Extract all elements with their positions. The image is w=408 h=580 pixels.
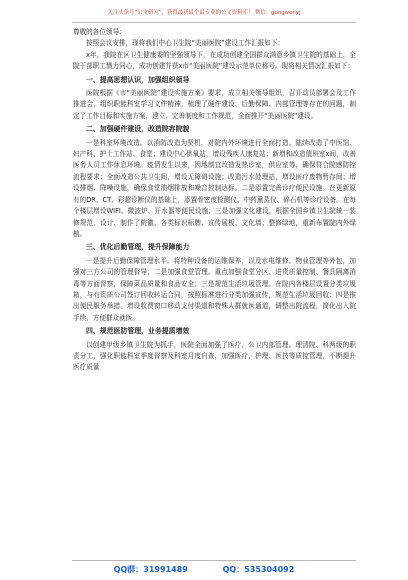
section-3-paragraph: 一是提升后勤保障管理水平。将特种设备的运维保养，以及水电维修、物业管理等外包，加强对三方公司的管理督导；二是加强食堂管理。重点加强食堂分区、进货质量控制、餐具隔离消毒等方面督察，保障菜品质量和食品安全；三是规范生活垃圾管理。在院内各楼层设置分类垃圾箱，与有资质公司签订回收转运合同，按照标准进行分类加强宣传，规范生活垃圾回收；四是推出便民服务举措。增设收费窗口移动支付渠道和特殊人群就医通道，调整出院流程，简化出入院手续，方便群众就医。 — [73, 256, 356, 322]
section-heading-1: 一、提高思想认识，加强组织领导 — [86, 75, 190, 84]
salutation: 尊敬的各位领导： — [73, 28, 126, 36]
background-paragraph: x年，我院在区卫生健康委的坚强领导下，在成功创建全国群众满意乡镇卫生院的基础上，全院干部职工戮力同心，成功创建并获x市“美丽医院”建设示范单位称号。现将相关情况汇报如下： — [73, 50, 356, 71]
section-1-paragraph: 医院根据《市“美丽医院”建设实施方案》要求，成立相关领导组织，召开动员部署会及工作推进会，组织职能科室学习文件精神，梳理了硬件建设、后勤保障、内部管理等存在的问题，制定了工作目标和实施方案，建立、完善制度和工作规范，全面推开“美丽医院”建设。 — [73, 89, 356, 120]
qq-group-number: QQ群：31991489 — [113, 565, 188, 574]
document-body — [73, 27, 356, 374]
top-note: 关注头条号“公文研究”，获得最新最全最专业的公文资料库！ 微信：gongwenyj — [107, 10, 301, 16]
footer-contact — [0, 564, 408, 575]
section-heading-4: 四、规范医防管理，业务提质增效 — [86, 327, 190, 336]
intro-paragraph: 按照会议安排，现将我们中心卫生院“美丽医院”建设工作汇报如下： — [86, 39, 285, 48]
section-heading-3: 三、优化后勤管理，提升保障能力 — [86, 243, 190, 252]
section-4-paragraph: 以创建甲级乡镇卫生院为抓手，医院全面加强了医疗、公卫内部管理。理清院、科两级的职责分工，强化职能科室季度督察及科室月度自查，加强医疗、护理、医技等质控管理，不断提升医疗质量 — [73, 340, 356, 372]
bottom-divider — [72, 560, 356, 561]
section-2-paragraph: 一是科室环境改造。以消防改造为契机，对院内外环境进行全面打造。陆续改造了中医馆、妇产科、护士工作站、食堂；建设中心供氧站，增设残疾人康复站；新增和改造值班室x间，改善医务人员工作休息环境。疫情发生以来，因地制宜改造发热诊室，供应室等，确保符合院感防控流程要求；全面改造公共卫生间，增设无障碍设施；改造污水处理站，增设医疗废物暂存间；增设排烟、降噪设施，确保食堂油烟排放和噪音控制达标。二是添置完善诊疗便民设施。在更新原有的DR、CT、彩超诊断仪的基础上，添置骨密度检测仪、中药熏蒸仪、碎石机等诊疗设备。在每个楼层增设WIFI、微波炉、开水器等便民设施；三是加强文化建设。根据全国乡镇卫生院统一装修规范，设计、制作了院徽、各类标识标牌、宣传展板、文化墙；整修绿地，重新布置院内外绿植。 — [73, 138, 356, 238]
section-heading-2: 二、加强硬件建设，改造院容院貌 — [86, 125, 190, 134]
top-divider — [72, 22, 356, 23]
qq-number: QQ：535304092 — [222, 565, 295, 574]
